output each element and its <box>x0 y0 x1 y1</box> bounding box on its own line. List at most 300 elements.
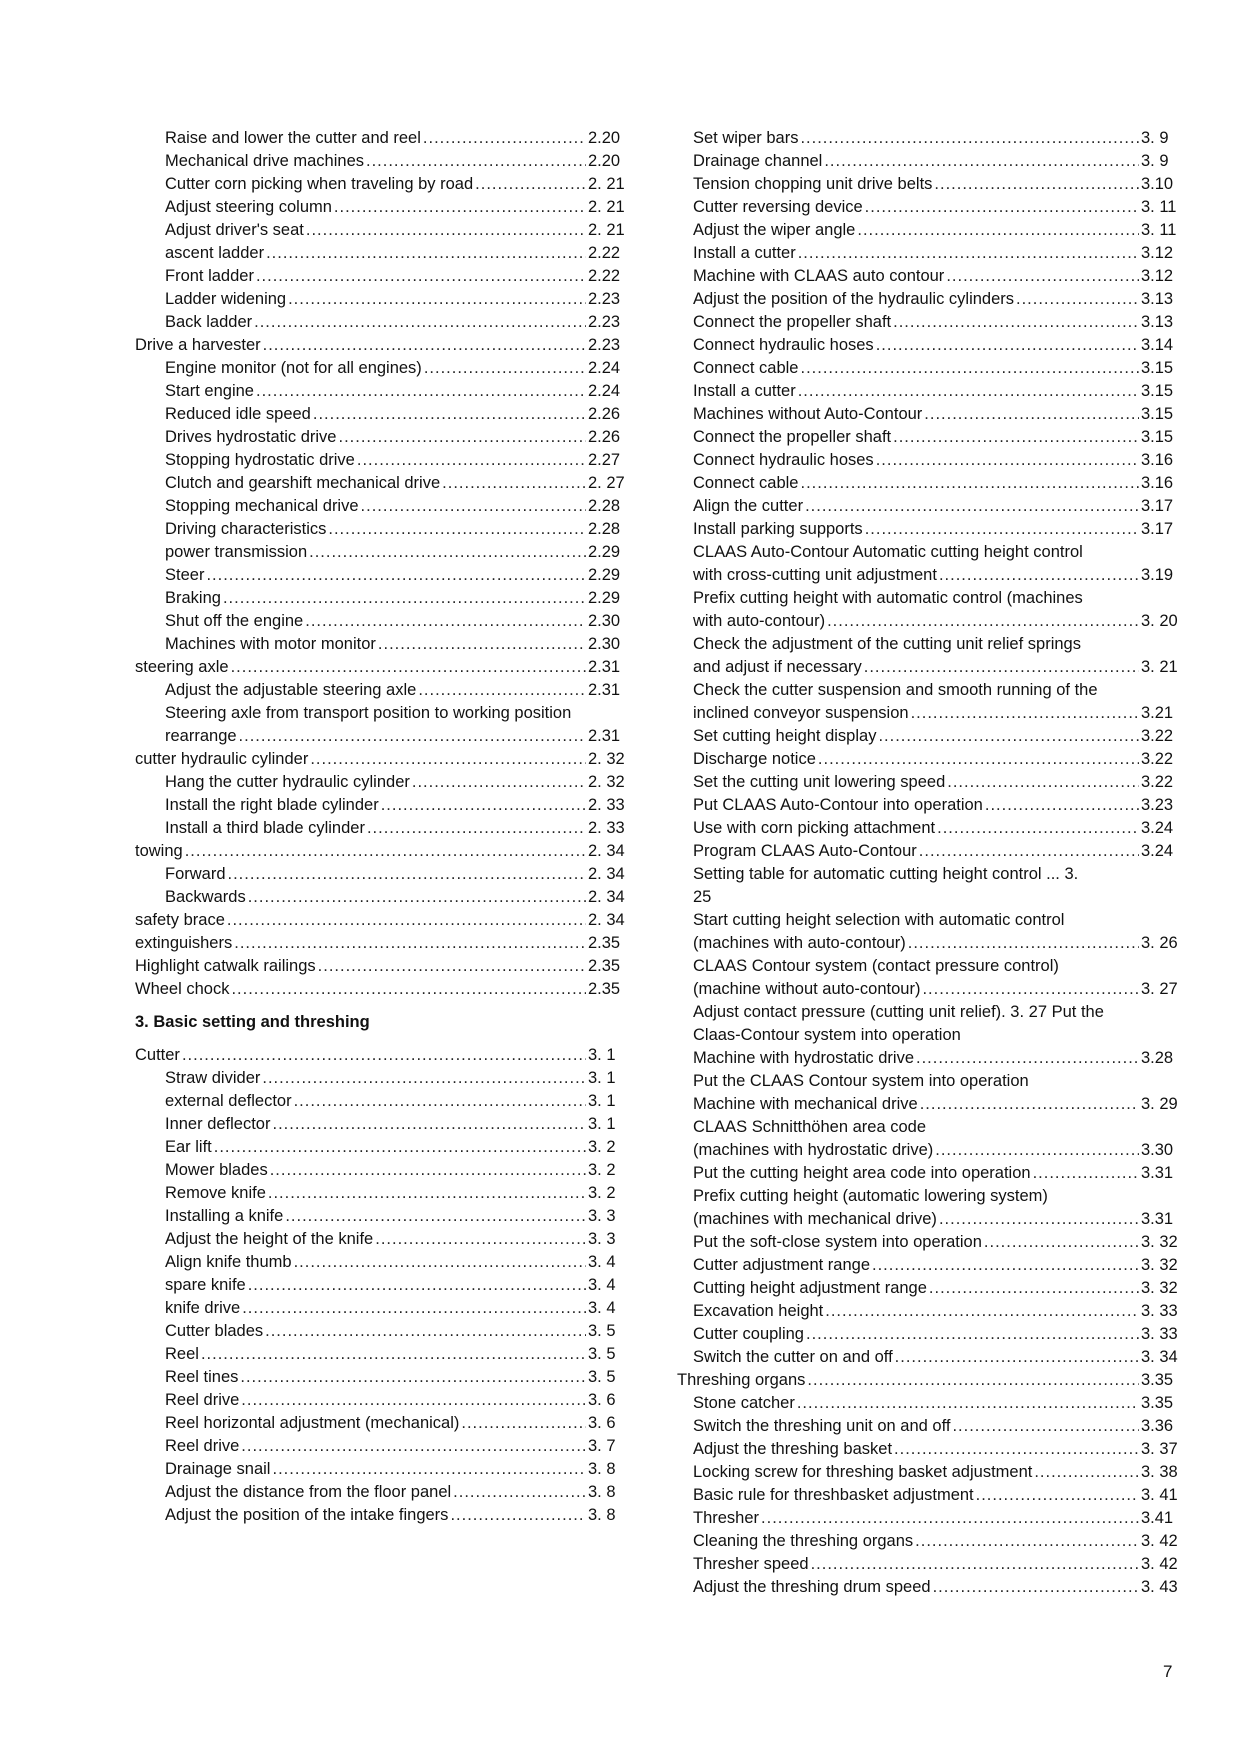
toc-entry <box>693 357 1183 380</box>
toc-page-ref: 3. 37 <box>1141 1440 1178 1458</box>
toc-entry-title: Switch the cutter on and off <box>693 1348 893 1366</box>
toc-entry-title: Adjust the threshing drum speed <box>693 1578 931 1596</box>
toc-entry-wrapped <box>693 1001 1183 1047</box>
toc-entry <box>135 909 630 932</box>
toc-page-ref: 2.30 <box>588 635 621 653</box>
dot-leader <box>227 909 586 932</box>
dot-leader <box>256 265 586 288</box>
toc-entry-title: Drive a harvester <box>135 336 261 354</box>
toc-entry <box>693 1484 1183 1507</box>
toc-entry <box>135 242 630 265</box>
toc-entry-wrapped <box>693 1116 1183 1162</box>
dot-leader <box>424 357 586 380</box>
dot-leader <box>911 702 1139 725</box>
toc-entry-title: external deflector <box>165 1092 292 1110</box>
toc-entry <box>135 449 630 472</box>
toc-entry-title: Shut off the engine <box>165 612 304 630</box>
toc-page-ref: 3. 5 <box>588 1322 616 1340</box>
dot-leader <box>375 1228 586 1251</box>
toc-page-ref: 3. 5 <box>588 1345 616 1363</box>
toc-group-right-c <box>677 1231 1183 1599</box>
dot-leader <box>908 932 1139 955</box>
toc-entry-title: Put the cutting height area code into operation <box>693 1164 1031 1182</box>
dot-leader <box>878 725 1139 748</box>
toc-page-ref: 3.22 <box>1141 773 1174 791</box>
dot-leader <box>305 610 586 633</box>
toc-page-ref: 3. 41 <box>1141 1486 1178 1504</box>
dot-leader <box>876 449 1139 472</box>
toc-page-ref: 2. 34 <box>588 911 625 929</box>
dot-leader <box>922 978 1139 1001</box>
dot-leader <box>262 1067 586 1090</box>
toc-entry-title: Adjust the position of the hydraulic cylinders <box>693 290 1015 308</box>
dot-leader <box>263 334 586 357</box>
toc-entry <box>135 932 630 955</box>
toc-group-right-b <box>693 725 1183 863</box>
toc-page-ref: 3.35 <box>1141 1394 1174 1412</box>
toc-entry-title: Machine with CLAAS auto contour <box>693 267 945 285</box>
toc-entry-title: Align the cutter <box>693 497 804 515</box>
toc-entry-title-line1: Prefix cutting height with automatic control (machines <box>693 589 1083 607</box>
dot-leader <box>798 380 1139 403</box>
dot-leader <box>805 495 1139 518</box>
toc-entry <box>135 518 630 541</box>
toc-entry-title: Set cutting height display <box>693 727 877 745</box>
dot-leader <box>893 426 1139 449</box>
toc-entry <box>135 587 630 610</box>
toc-entry-title: Adjust the adjustable steering axle <box>165 681 417 699</box>
dot-leader <box>935 1139 1139 1162</box>
toc-entry-title: Connect hydraulic hoses <box>693 336 874 354</box>
toc-entry <box>693 334 1183 357</box>
dot-leader <box>798 242 1139 265</box>
toc-page-ref: 2.28 <box>588 497 621 515</box>
toc-entry-title: Excavation height <box>693 1302 824 1320</box>
toc-entry-title: Adjust the position of the intake fingers <box>165 1506 449 1524</box>
dot-leader <box>761 1507 1139 1530</box>
dot-leader <box>806 1323 1139 1346</box>
dot-leader <box>214 1136 586 1159</box>
page-number: 7 <box>1163 1662 1173 1681</box>
toc-entry <box>693 1254 1183 1277</box>
dot-leader <box>201 1343 586 1366</box>
toc-entry-title-line1: Check the cutter suspension and smooth running of the <box>693 681 1098 699</box>
dot-leader <box>272 1113 586 1136</box>
toc-entry <box>135 633 630 656</box>
toc-entry-title: (machines with auto-contour) <box>693 934 906 952</box>
toc-entry-wrapped <box>693 909 1183 955</box>
dot-leader <box>412 771 586 794</box>
toc-entry-title: Machine with mechanical drive <box>693 1095 918 1113</box>
toc-entry <box>693 1346 1183 1369</box>
dot-leader <box>920 1093 1139 1116</box>
toc-entry-title: Mechanical drive machines <box>165 152 365 170</box>
toc-page-ref: 3.16 <box>1141 451 1174 469</box>
toc-entry-title: with auto-contour) <box>693 612 826 630</box>
toc-page-ref: 3.36 <box>1141 1417 1174 1435</box>
toc-page-ref: 2. 33 <box>588 796 625 814</box>
toc-page-ref: 2.20 <box>588 129 621 147</box>
dot-leader <box>827 610 1139 633</box>
toc-entry-title-line1: Prefix cutting height (automatic lowering system) <box>693 1187 1048 1205</box>
dot-leader <box>797 1392 1139 1415</box>
toc-entry-title: inclined conveyor suspension <box>693 704 909 722</box>
toc-entry-title: Thresher <box>693 1509 760 1527</box>
dot-leader <box>916 1047 1139 1070</box>
toc-page-ref: 3. 4 <box>588 1299 616 1317</box>
toc-entry-title: Braking <box>165 589 221 607</box>
toc-entry-title: Cleaning the threshing organs <box>693 1532 914 1550</box>
dot-leader <box>895 1346 1139 1369</box>
dot-leader <box>865 196 1139 219</box>
toc-page-ref: 3. 20 <box>1141 612 1178 630</box>
toc-entry-title-line1: Put the CLAAS Contour system into operation <box>693 1072 1029 1090</box>
toc-page-ref: 3.16 <box>1141 474 1174 492</box>
toc-entry-title: Threshing organs <box>677 1371 806 1389</box>
toc-entry-title: (machines with mechanical drive) <box>693 1210 937 1228</box>
dot-leader <box>240 1366 586 1389</box>
toc-entry-title: Put the soft-close system into operation <box>693 1233 982 1251</box>
toc-entry <box>693 1323 1183 1346</box>
toc-page-ref: 2.22 <box>588 267 621 285</box>
toc-entry <box>693 518 1183 541</box>
toc-entry <box>693 380 1183 403</box>
toc-entry-title: Connect cable <box>693 474 799 492</box>
toc-entry <box>693 288 1183 311</box>
toc-entry-title: Align knife thumb <box>165 1253 292 1271</box>
toc-page-ref: 3. 9 <box>1141 129 1169 147</box>
toc-entry-line2 <box>693 656 1183 679</box>
toc-page-ref: 3. 34 <box>1141 1348 1178 1366</box>
toc-entry-title: Remove knife <box>165 1184 266 1202</box>
toc-page-ref: 3. 1 <box>588 1046 616 1064</box>
toc-entry-title: Adjust driver's seat <box>165 221 304 239</box>
toc-entry <box>135 1435 630 1458</box>
dot-leader <box>1016 288 1139 311</box>
toc-entry-wrapped <box>693 587 1183 633</box>
toc-entry-wrapped <box>135 702 630 748</box>
toc-entry-title-line1: CLAAS Auto-Contour Automatic cutting height control <box>693 543 1083 561</box>
toc-page-ref: 3.15 <box>1141 405 1174 423</box>
toc-entry <box>135 1182 630 1205</box>
toc-entry <box>693 426 1183 449</box>
toc-entry-title: Ear lift <box>165 1138 212 1156</box>
dot-leader <box>801 357 1140 380</box>
toc-entry <box>693 748 1183 771</box>
toc-page-ref: 2. 21 <box>588 175 625 193</box>
toc-entry-title: Cutter blades <box>165 1322 264 1340</box>
toc-page-ref: 3.12 <box>1141 267 1174 285</box>
toc-entry <box>693 127 1183 150</box>
toc-page-ref: 3. 32 <box>1141 1256 1178 1274</box>
toc-entry-title-line1: CLAAS Schnitthöhen area code <box>693 1118 926 1136</box>
toc-entry-title: with cross-cutting unit adjustment <box>693 566 937 584</box>
toc-group-left-b <box>135 748 630 1001</box>
toc-entry-title: Stopping hydrostatic drive <box>165 451 355 469</box>
toc-entry <box>135 886 630 909</box>
toc-entry <box>693 840 1183 863</box>
toc-entry-title: Stone catcher <box>693 1394 795 1412</box>
toc-entry-title: Basic rule for threshbasket adjustment <box>693 1486 974 1504</box>
dot-leader <box>256 380 586 403</box>
toc-page-ref: 2. 33 <box>588 819 625 837</box>
toc-entry <box>135 1297 630 1320</box>
toc-entry-line2 <box>693 978 1183 1001</box>
toc-entry-line2 <box>693 1208 1183 1231</box>
toc-page-ref: 2.31 <box>588 727 621 745</box>
toc-entry <box>693 150 1183 173</box>
toc-entry <box>135 794 630 817</box>
toc-entry <box>135 748 630 771</box>
toc-entry-title: Reel drive <box>165 1437 240 1455</box>
dot-leader <box>241 1435 586 1458</box>
toc-entry-wrapped <box>693 679 1183 725</box>
toc-page-ref: 3.21 <box>1141 704 1174 722</box>
toc-entry <box>693 1576 1183 1599</box>
toc-entry-title: Straw divider <box>165 1069 261 1087</box>
dot-leader <box>947 771 1139 794</box>
dot-leader <box>268 1182 586 1205</box>
toc-entry <box>693 403 1183 426</box>
dot-leader <box>381 794 586 817</box>
toc-entry-title: Steer <box>165 566 205 584</box>
toc-entry <box>135 1090 630 1113</box>
toc-entry-title: Drainage snail <box>165 1460 271 1478</box>
toc-entry <box>135 1412 630 1435</box>
toc-page-ref: 3. 38 <box>1141 1463 1178 1481</box>
toc-page-ref: 3.24 <box>1141 819 1174 837</box>
toc-page-ref: 2.31 <box>588 658 621 676</box>
toc-entry-wrapped <box>693 541 1183 587</box>
toc-page-ref: 3. 21 <box>1141 658 1178 676</box>
toc-entry-title: Set wiper bars <box>693 129 799 147</box>
dot-leader <box>357 449 586 472</box>
dot-leader <box>952 1415 1139 1438</box>
toc-entry-title: Clutch and gearshift mechanical drive <box>165 474 441 492</box>
toc-entry <box>135 426 630 449</box>
toc-entry-title: ascent ladder <box>165 244 265 262</box>
dot-leader <box>328 518 586 541</box>
toc-group-left-c <box>135 1044 630 1527</box>
toc-entry-title: Set the cutting unit lowering speed <box>693 773 946 791</box>
dot-leader <box>450 1504 586 1527</box>
toc-page-ref: 2. 34 <box>588 842 625 860</box>
toc-entry-title: Cutter <box>135 1046 180 1064</box>
dot-leader <box>248 886 586 909</box>
dot-leader <box>824 150 1139 173</box>
toc-entry-title: Install parking supports <box>693 520 863 538</box>
toc-entry <box>693 1300 1183 1323</box>
toc-entry <box>135 1481 630 1504</box>
toc-entry-title: Adjust the threshing basket <box>693 1440 893 1458</box>
toc-entry-title: (machine without auto-contour) <box>693 980 921 998</box>
toc-page-ref: 2. 21 <box>588 221 625 239</box>
toc-page-ref: 2. 34 <box>588 888 625 906</box>
toc-page-ref: 2.31 <box>588 681 621 699</box>
toc-entry <box>135 380 630 403</box>
dot-leader <box>223 587 586 610</box>
toc-entry-line2 <box>693 610 1183 633</box>
toc-page-ref: 2.27 <box>588 451 621 469</box>
toc-entry <box>135 1504 630 1527</box>
toc-entry-title: Put CLAAS Auto-Contour into operation <box>693 796 983 814</box>
toc-page-ref: 2. 32 <box>588 773 625 791</box>
toc-page-ref: 3. 9 <box>1141 152 1169 170</box>
toc-entry <box>135 1044 630 1067</box>
toc-entry <box>135 150 630 173</box>
toc-entry <box>135 288 630 311</box>
dot-leader <box>206 564 586 587</box>
toc-entry-title: Reduced idle speed <box>165 405 311 423</box>
toc-entry <box>135 196 630 219</box>
toc-entry <box>693 771 1183 794</box>
dot-leader <box>801 472 1140 495</box>
toc-entry <box>677 1369 1183 1392</box>
toc-entry-title-line1: Steering axle from transport position to working position <box>165 704 572 722</box>
toc-entry <box>135 1389 630 1412</box>
toc-entry-title: Use with corn picking attachment <box>693 819 936 837</box>
toc-page-ref: 3. 8 <box>588 1460 616 1478</box>
dot-leader <box>818 748 1139 771</box>
toc-page-ref: 2.35 <box>588 934 621 952</box>
toc-page-ref: 3.13 <box>1141 313 1174 331</box>
toc-entry <box>693 219 1183 242</box>
dot-leader <box>231 978 586 1001</box>
toc-entry-title-line1: Check the adjustment of the cutting unit relief springs <box>693 635 1081 653</box>
dot-leader <box>318 955 586 978</box>
toc-page-ref: 3. 2 <box>588 1161 616 1179</box>
dot-leader <box>294 1090 586 1113</box>
dot-leader <box>272 1458 586 1481</box>
toc-entry <box>693 1277 1183 1300</box>
toc-entry-title: Install a cutter <box>693 244 796 262</box>
toc-page-ref: 3.30 <box>1141 1141 1174 1159</box>
toc-page-ref: 3. 2 <box>588 1184 616 1202</box>
dot-leader <box>234 932 586 955</box>
toc-left-column <box>135 127 630 1527</box>
toc-entry <box>135 219 630 242</box>
toc-entry-title: cutter hydraulic cylinder <box>135 750 309 768</box>
toc-entry <box>135 1159 630 1182</box>
toc-entry <box>135 1366 630 1389</box>
toc-entry <box>135 1343 630 1366</box>
toc-page-ref: 3. 1 <box>588 1069 616 1087</box>
dot-leader <box>1033 1162 1139 1185</box>
toc-page-ref: 2.24 <box>588 359 621 377</box>
toc-page-ref: 3.17 <box>1141 497 1174 515</box>
toc-page-ref: 3.41 <box>1141 1509 1174 1527</box>
toc-page-ref: 3.31 <box>1141 1210 1174 1228</box>
toc-entry-title: towing <box>135 842 183 860</box>
dot-leader <box>864 656 1139 679</box>
toc-page-ref: 3.22 <box>1141 727 1174 745</box>
toc-entry <box>135 1067 630 1090</box>
toc-page-ref: 3. 27 <box>1141 980 1178 998</box>
dot-leader <box>254 311 586 334</box>
toc-entry-title: Connect cable <box>693 359 799 377</box>
dot-leader <box>894 1438 1139 1461</box>
dot-leader <box>1034 1461 1139 1484</box>
section-heading: 3. Basic setting and threshing <box>135 1013 370 1031</box>
toc-page-ref: 3.14 <box>1141 336 1174 354</box>
toc-page-ref: 3. 33 <box>1141 1302 1178 1320</box>
toc-entry-title: Discharge notice <box>693 750 816 768</box>
toc-entry-wrapped <box>693 1185 1183 1231</box>
toc-entry-title: Backwards <box>165 888 246 906</box>
toc-entry-title: safety brace <box>135 911 225 929</box>
toc-entry <box>693 1415 1183 1438</box>
toc-entry-title: Thresher speed <box>693 1555 809 1573</box>
toc-entry <box>135 679 630 702</box>
toc-entry-title: Machines without Auto-Contour <box>693 405 923 423</box>
toc-entry-title: Tension chopping unit drive belts <box>693 175 933 193</box>
toc-page-ref: 3. 6 <box>588 1414 616 1432</box>
toc-entry <box>693 1553 1183 1576</box>
toc-page-ref: 2.23 <box>588 290 621 308</box>
dot-leader <box>241 1389 586 1412</box>
toc-entry-line2 <box>693 1093 1183 1116</box>
toc-page-ref: 3. 8 <box>588 1483 616 1501</box>
toc-entry-title: Machines with motor monitor <box>165 635 376 653</box>
dot-leader <box>976 1484 1139 1507</box>
dot-leader <box>919 840 1139 863</box>
dot-leader <box>985 794 1139 817</box>
dot-leader <box>929 1277 1139 1300</box>
toc-entry <box>135 656 630 679</box>
dot-leader <box>361 495 586 518</box>
toc-entry <box>693 1461 1183 1484</box>
dot-leader <box>915 1530 1139 1553</box>
toc-page-ref: 3. 1 <box>588 1115 616 1133</box>
toc-entry-wrapped <box>693 633 1183 679</box>
toc-entry-title: (machines with hydrostatic drive) <box>693 1141 934 1159</box>
toc-entry-title: Machine with hydrostatic drive <box>693 1049 915 1067</box>
toc-entry <box>135 840 630 863</box>
toc-entry <box>135 357 630 380</box>
toc-entry <box>135 863 630 886</box>
toc-entry-wrapped <box>693 1070 1183 1116</box>
toc-page-ref: 2.29 <box>588 566 621 584</box>
toc-page-ref: 3. 33 <box>1141 1325 1178 1343</box>
toc-page-ref: 3. 3 <box>588 1207 616 1225</box>
toc-page-ref: 2.35 <box>588 957 621 975</box>
toc-right-column <box>677 127 1183 1599</box>
dot-leader <box>310 748 586 771</box>
toc-page-ref: 3. 32 <box>1141 1233 1178 1251</box>
toc-entry <box>135 472 630 495</box>
toc-entry <box>135 564 630 587</box>
toc-entry-title: Adjust the distance from the floor panel <box>165 1483 452 1501</box>
dot-leader <box>461 1412 586 1435</box>
toc-entry-title: steering axle <box>135 658 229 676</box>
dot-leader <box>378 633 586 656</box>
toc-entry-title: Install the right blade cylinder <box>165 796 379 814</box>
toc-page-ref: 3. 6 <box>588 1391 616 1409</box>
toc-page-ref: 3.15 <box>1141 382 1174 400</box>
toc-entry <box>693 1047 1183 1070</box>
dot-leader <box>857 219 1139 242</box>
toc-entry-line2 <box>693 932 1183 955</box>
toc-page-ref: 2.23 <box>588 336 621 354</box>
toc-entry-title: Connect hydraulic hoses <box>693 451 874 469</box>
dot-leader <box>865 518 1139 541</box>
toc-page-ref: 2.28 <box>588 520 621 538</box>
toc-page-ref: 3.24 <box>1141 842 1174 860</box>
dot-leader <box>933 1576 1139 1599</box>
toc-page-ref: 2. 32 <box>588 750 625 768</box>
toc-page-ref: 3. 26 <box>1141 934 1178 952</box>
toc-entry-title: Stopping mechanical drive <box>165 497 359 515</box>
